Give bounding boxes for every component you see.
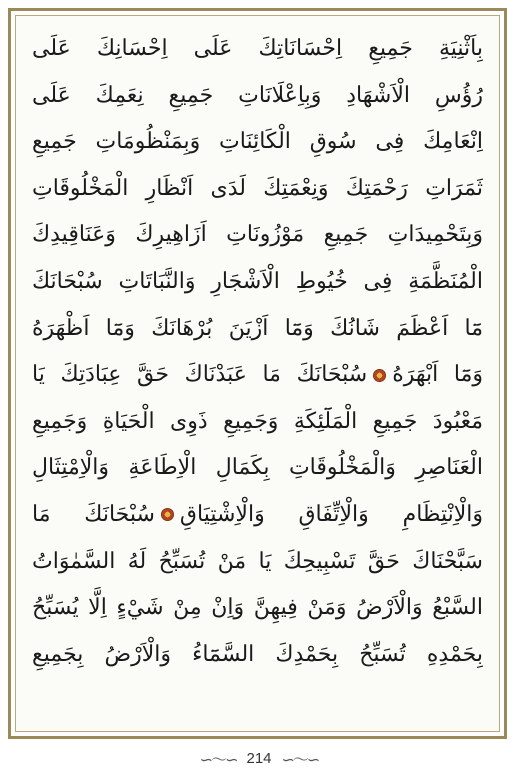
text-line-10: الْعَنَاصِرِ وَالْمَخْلُوقَاتِ بِكَمَالِ الْاِطَاعَةِ وَالْاِمْتِثَالِ bbox=[32, 455, 483, 481]
text-line-6: الْمُنَظَّمَةِ فِى خُيُوطِ الْاَشْجَارِ وَالنَّبَاتَاتِ سُبْحَانَكَ bbox=[32, 268, 483, 294]
page-frame-inner bbox=[15, 15, 500, 732]
page-footer bbox=[0, 748, 518, 768]
text-line-9: مَعْبُودَ جَمِيعِ الْمَلَٓئِكَةِ وَجَمِيعِ ذَوِى الْحَيَاةِ وَجَمِيعِ bbox=[32, 408, 483, 434]
right-flourish-icon: ∽〜∽ bbox=[281, 749, 319, 769]
text-line-8-before: وَمَٓا اَبْهَرَهُ bbox=[392, 362, 483, 388]
text-line-7: مَٓا اَعْظَمَ شَانُكَ وَمَٓا اَزْيَنَ بُرْهَانَكَ وَمَٓا اَظْهَرَهُ bbox=[32, 315, 483, 341]
left-flourish-icon: ∽〜∽ bbox=[199, 749, 237, 769]
page-number: 214 bbox=[246, 749, 272, 767]
page-frame-outer bbox=[8, 8, 507, 739]
text-line-8-after: سُبْحَانَكَ مَا عَبَدْنَاكَ حَقَّ عِبَادَتِكَ يَا bbox=[32, 362, 368, 388]
text-line-12: سَبَّحْنَاكَ حَقَّ تَسْبِيحِكَ يَا مَنْ تُسَبِّحُ لَهُ السَّمٰوَاتُ bbox=[32, 548, 483, 574]
text-line-3: اِنْعَامِكَ فِى سُوقِ الْكَائِنَاتِ وَبِمَنْظُومَاتِ جَمِيعِ bbox=[32, 129, 483, 155]
text-line-11-before: وَالْاِنْتِظَامِ وَالْاِتِّفَاقِ وَالْاِشْتِيَاقِ bbox=[179, 501, 483, 527]
text-line-11-after: سُبْحَانَكَ مَا bbox=[32, 501, 155, 527]
text-line-11 bbox=[32, 492, 483, 539]
rosette-separator-icon bbox=[373, 369, 386, 382]
text-line-1: بِاَثْنِيَةِ جَمِيعِ اِحْسَانَاتِكَ عَلَى اِحْسَانِكَ عَلَى bbox=[32, 36, 483, 61]
arabic-text-block bbox=[32, 26, 483, 721]
text-line-4: ثَمَرَاتِ رَحْمَتِكَ وَنِعْمَتِكَ لَدَى اَنْظَارِ الْمَخْلُوقَاتِ bbox=[32, 175, 483, 201]
text-line-14: بِحَمْدِهِ تُسَبِّحُ بِحَمْدِكَ السَّمَٓاءُ وَالْاَرْضُ بِجَمِيعِ bbox=[32, 641, 483, 667]
text-line-2: رُؤُسِ الْاَشْهَادِ وَبِاِعْلَانَاتِ جَمِيعِ نِعَمِكَ عَلَى bbox=[32, 82, 483, 108]
rosette-separator-icon bbox=[161, 508, 174, 521]
text-line-8 bbox=[32, 352, 483, 399]
text-line-5: وَبِتَحْمِيدَاتِ جَمِيعِ مَوْزُونَاتِ اَزَاهِيرِكَ وَعَنَاقِيدِكَ bbox=[32, 222, 483, 248]
text-line-13: السَّبْعُ وَالْاَرْضُ وَمَنْ فِيهِنَّ وَاِنْ مِنْ شَيْءٍ اِلَّا يُسَبِّحُ bbox=[32, 595, 483, 621]
